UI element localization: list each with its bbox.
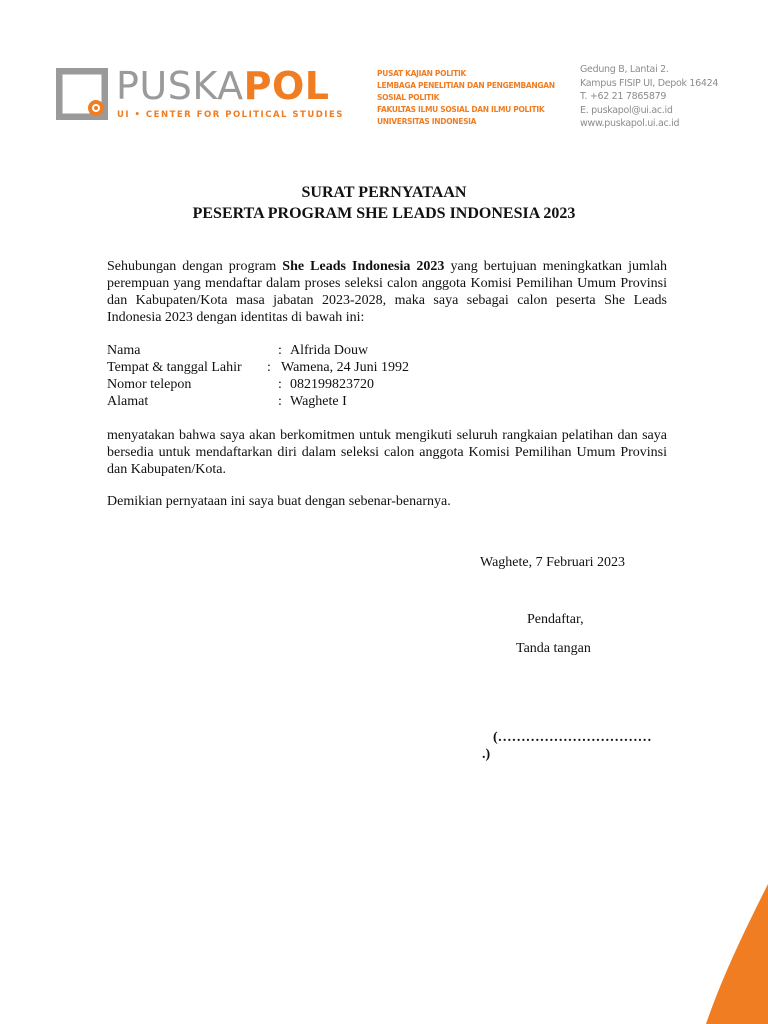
logo-wordmark [116,64,329,108]
document-subtitle: PESERTA PROGRAM SHE LEADS INDONESIA 2023 [192,205,576,222]
institution-line: SOSIAL POLITIK [377,93,440,102]
intro-paragraph [107,258,667,326]
identity-colon: : [267,360,271,375]
institution-line: FAKULTAS ILMU SOSIAL DAN ILMU POLITIK [377,105,545,114]
identity-label: Nama [107,343,141,358]
institution-line: LEMBAGA PENELITIAN DAN PENGEMBANGAN [377,81,555,90]
identity-label: Alamat [107,394,149,409]
signature-dots-end: .) [482,747,491,762]
identity-colon: : [278,377,282,392]
intro-text-start: Sehubungan dengan program [107,259,283,274]
closing-paragraph: Demikian pernyataan ini saya buat dengan sebenar-benarnya. [107,494,451,509]
signature-line [482,729,652,763]
identity-label: Nomor telepon [107,377,192,392]
institution-line: UNIVERSITAS INDONESIA [377,117,477,126]
document-title: SURAT PERNYATAAN [301,184,467,201]
logo-square-icon [56,68,108,120]
institution-block [377,68,555,128]
intro-text-end: yang bertujuan meningkatkan jumlah perempuan yang mendaftar dalam proses seleksi calon anggota Komisi Pemilihan Umum Provinsi dan Kabupaten/Kota masa jabatan 2023-2028, maka saya sebagai calon peserta She Leads Indonesia 2023 dengan identitas di bawah ini: [107,259,667,325]
logo-wordmark-main: PUSKA [116,64,244,108]
statement-paragraph: menyatakan bahwa saya akan berkomitmen untuk mengikuti seluruh rangkaian pelatihan dan saya bersedia untuk mendaftarkan diri dalam seleksi calon anggota Komisi Pemilihan Umum Provinsi dan Kabupaten/Kota. [107,428,667,477]
institution-line: PUSAT KAJIAN POLITIK [377,69,466,78]
puskapol-logo [56,64,344,122]
logo-wordmark-accent: POL [243,64,330,108]
identity-value: 082199823720 [290,377,374,392]
signature-label: Tanda tangan [516,641,591,656]
identity-value: Alfrida Douw [290,343,369,358]
signer-role: Pendaftar, [527,612,584,627]
contact-block [580,63,718,131]
identity-value: Wamena, 24 Juni 1992 [281,360,409,375]
place-date: Waghete, 7 Februari 2023 [480,555,626,570]
logo-tagline: UI • CENTER FOR POLITICAL STUDIES [117,110,344,120]
contact-address-line: Gedung B, Lantai 2. [580,64,669,75]
contact-email: E. puskapol@ui.ac.id [580,104,673,116]
identity-label: Tempat & tanggal Lahir [107,360,242,375]
identity-colon: : [278,394,282,409]
identity-value: Waghete I [290,394,347,409]
corner-swoosh-decoration [678,884,768,1024]
contact-campus-line: Kampus FISIP UI, Depok 16424 [580,77,719,89]
contact-phone: T. +62 21 7865879 [580,91,667,102]
contact-website: www.puskapol.ui.ac.id [580,118,680,129]
program-name: She Leads Indonesia 2023 [282,259,445,274]
identity-colon: : [278,343,282,358]
signature-dots: (…………………………… [493,730,652,745]
